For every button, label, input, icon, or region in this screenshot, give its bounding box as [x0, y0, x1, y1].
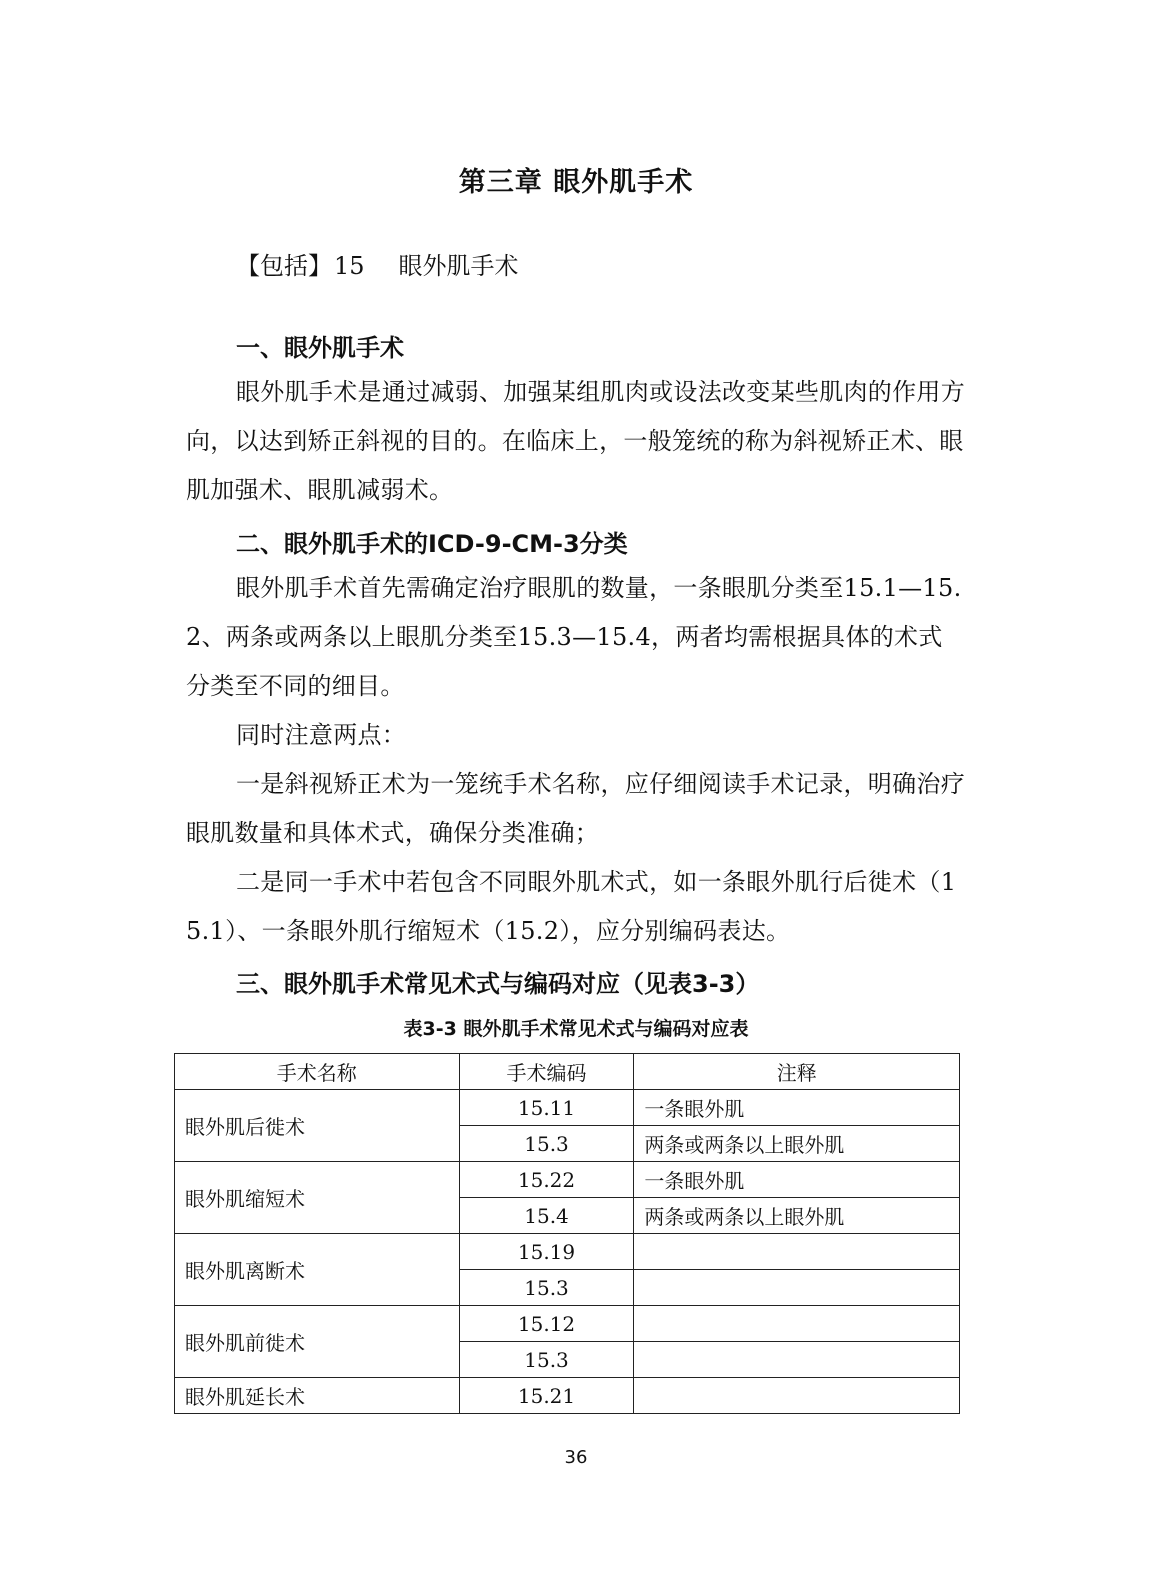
- note-cell: 两条或两条以上眼外肌: [634, 1198, 960, 1234]
- surgery-code-cell: 15.4: [459, 1198, 634, 1234]
- section-heading-2: 二、眼外肌手术的ICD-9-CM-3分类: [236, 530, 628, 558]
- paragraph-3: 同时注意两点：: [236, 721, 407, 749]
- section-heading-1: 一、眼外肌手术: [236, 334, 404, 362]
- surgery-code-cell: 15.3: [459, 1270, 634, 1306]
- table-caption: 表3-3 眼外肌手术常见术式与编码对应表: [403, 1018, 749, 1040]
- table-row: [175, 1306, 960, 1342]
- surgery-code-cell: 15.21: [459, 1378, 634, 1414]
- note-cell: [634, 1270, 960, 1306]
- note-cell: [634, 1342, 960, 1378]
- surgery-name-cell: 眼外肌前徙术: [175, 1306, 460, 1378]
- table-row: [175, 1378, 960, 1414]
- include-name: 眼外肌手术: [398, 252, 519, 280]
- table-header-row: [175, 1054, 960, 1090]
- surgery-code-cell: 15.3: [459, 1342, 634, 1378]
- surgery-code-cell: 15.11: [459, 1090, 634, 1126]
- note-cell: [634, 1306, 960, 1342]
- table-row: [175, 1090, 960, 1126]
- surgery-name-cell: 眼外肌后徙术: [175, 1090, 460, 1162]
- header-surgery-name: 手术名称: [175, 1054, 460, 1090]
- surgery-code-cell: 15.3: [459, 1126, 634, 1162]
- code-table: [174, 1053, 960, 1414]
- include-label: 【包括】: [236, 252, 332, 280]
- header-surgery-code: 手术编码: [459, 1054, 634, 1090]
- paragraph-1: 眼外肌手术是通过减弱、加强某组肌肉或设法改变某些肌肉的作用方向，以达到矫正斜视的目的。在临床上，一般笼统的称为斜视矫正术、眼肌加强术、眼肌减弱术。: [186, 378, 965, 504]
- table-row: [175, 1234, 960, 1270]
- surgery-name-cell: 眼外肌缩短术: [175, 1162, 460, 1234]
- note-cell: 两条或两条以上眼外肌: [634, 1126, 960, 1162]
- surgery-name-cell: 眼外肌延长术: [175, 1378, 460, 1414]
- note-cell: 一条眼外肌: [634, 1162, 960, 1198]
- note-cell: 一条眼外肌: [634, 1090, 960, 1126]
- note-cell: [634, 1234, 960, 1270]
- paragraph-4: 一是斜视矫正术为一笼统手术名称，应仔细阅读手术记录，明确治疗眼肌数量和具体术式，确保分类准确；: [186, 770, 965, 847]
- include-line: [236, 246, 519, 281]
- surgery-name-cell: 眼外肌离断术: [175, 1234, 460, 1306]
- header-note: 注释: [634, 1054, 960, 1090]
- page-number: 36: [564, 1447, 588, 1468]
- surgery-code-cell: 15.22: [459, 1162, 634, 1198]
- surgery-code-cell: 15.19: [459, 1234, 634, 1270]
- surgery-code-cell: 15.12: [459, 1306, 634, 1342]
- include-code: 15: [334, 252, 365, 280]
- section-heading-3: 三、眼外肌手术常见术式与编码对应（见表3-3）: [236, 970, 760, 998]
- table-row: [175, 1162, 960, 1198]
- chapter-title: 第三章 眼外肌手术: [458, 167, 694, 198]
- paragraph-2: 眼外肌手术首先需确定治疗眼肌的数量，一条眼肌分类至15.1—15.2、两条或两条以上眼肌分类至15.3—15.4，两者均需根据具体的术式分类至不同的细目。: [186, 574, 962, 700]
- note-cell: [634, 1378, 960, 1414]
- paragraph-5: 二是同一手术中若包含不同眼外肌术式，如一条眼外肌行后徙术（15.1）、一条眼外肌行缩短术（15.2），应分别编码表达。: [186, 868, 957, 945]
